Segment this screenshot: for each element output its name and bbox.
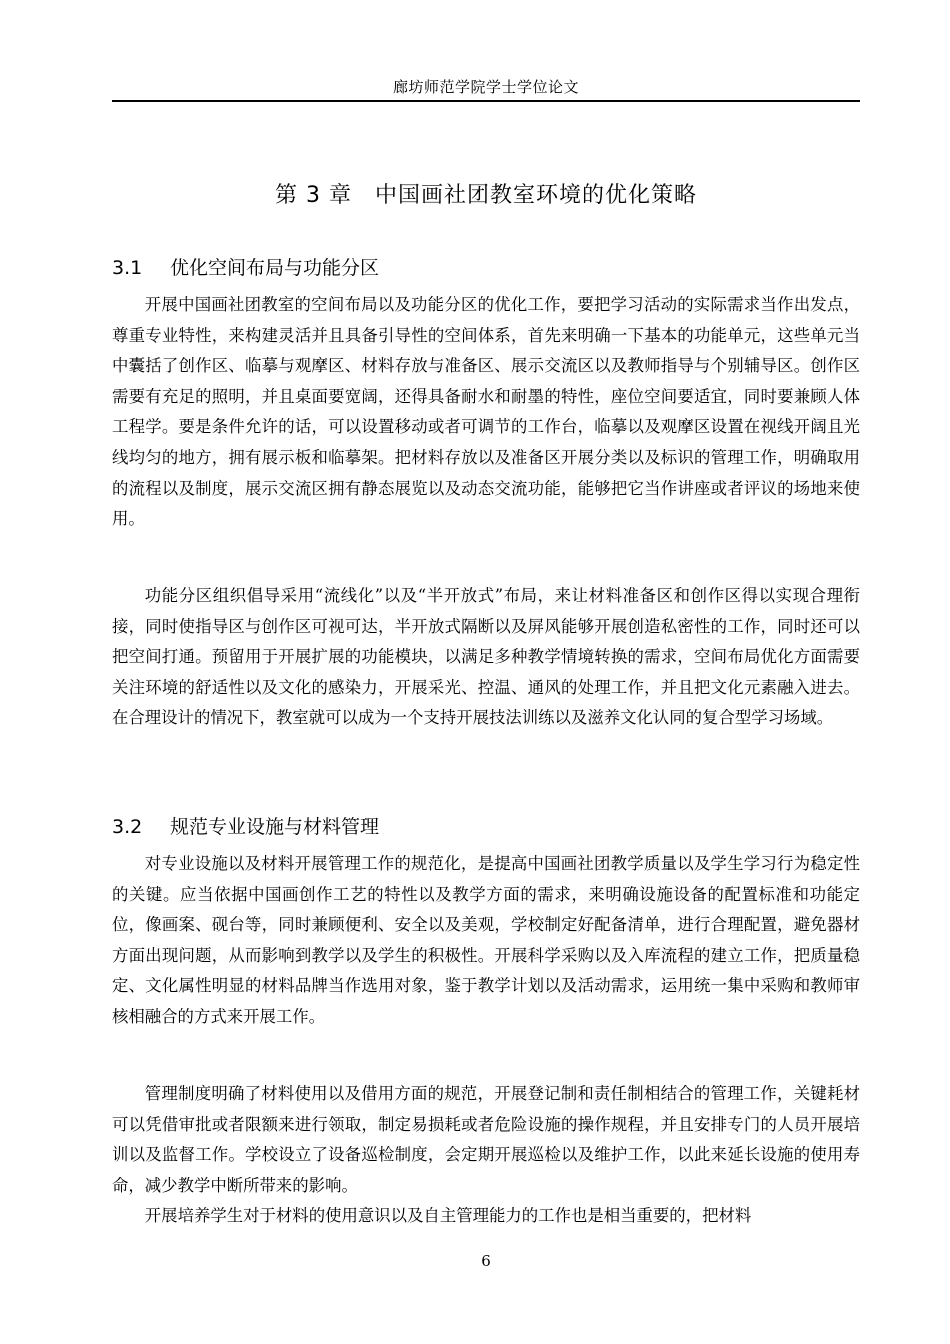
body-paragraph: 管理制度明确了材料使用以及借用方面的规范，开展登记制和责任制相结合的管理工作，关键耗材可以凭借审批或者限额来进行领取，制定易损耗或者危险设施的操作规程，并且安排专门的人员开展培训以及监督工作。学校设立了设备巡检制度，会定期开展巡检以及维护工作，以此来延长设施的使用寿命，减少教学中断所带来的影响。 [112,1084,860,1195]
body-paragraph: 开展培养学生对于材料的使用意识以及自主管理能力的工作也是相当重要的，把材料 [144,1206,752,1225]
section-heading [112,253,379,280]
section-title: 规范专业设施与材料管理 [170,816,380,838]
section-heading [112,812,379,839]
body-paragraph: 对专业设施以及材料开展管理工作的规范化，是提高中国画社团教学质量以及学生学习行为稳定性的关键。应当依据中国画创作工艺的特性以及教学方面的需求，来明确设施设备的配置标准和功能定位，像画案、砚台等，同时兼顾便利、安全以及美观，学校制定好配备清单，进行合理配置，避免器材方面出现问题，从而影响到教学以及学生的积极性。开展科学采购以及入库流程的建立工作，把质量稳定、文化属性明显的材料品牌当作选用对象，鉴于教学计划以及活动需求，运用统一集中采购和教师审核相融合的方式来开展工作。 [112,854,860,1026]
chapter-title: 第 3 章 中国画社团教室环境的优化策略 [275,183,697,208]
header-divider [112,100,860,102]
body-paragraph: 开展中国画社团教室的空间布局以及功能分区的优化工作，要把学习活动的实际需求当作出发点，尊重专业特性，来构建灵活并且具备引导性的空间体系，首先来明确一下基本的功能单元，这些单元当中囊括了创作区、临摹与观摩区、材料存放与准备区、展示交流区以及教师指导与个别辅导区。创作区需要有充足的照明，并且桌面要宽阔，还得具备耐水和耐墨的特性，座位空间要适宜，同时要兼顾人体工程学。要是条件允许的话，可以设置移动或者可调节的工作台，临摹以及观摩区设置在视线开阔且光线均匀的地方，拥有展示板和临摹架。把材料存放以及准备区开展分类以及标识的管理工作，明确取用的流程以及制度，展示交流区拥有静态展览以及动态交流功能，能够把它当作讲座或者评议的场地来使用。 [112,295,860,529]
section-title: 优化空间布局与功能分区 [170,257,380,279]
section-number: 3.1 [112,257,143,279]
running-header: 廊坊师范学院学士学位论文 [392,78,579,96]
page-number: 6 [481,1252,491,1270]
section-number: 3.2 [112,816,143,838]
body-paragraph: 功能分区组织倡导采用“流线化”以及“半开放式”布局，来让材料准备区和创作区得以实现合理衔接，同时使指导区与创作区可视可达，半开放式隔断以及屏风能够开展创造私密性的工作，同时还可以把空间打通。预留用于开展扩展的功能模块，以满足多种教学情境转换的需求，空间布局优化方面需要关注环境的舒适性以及文化的感染力，开展采光、控温、通风的处理工作，并且把文化元素融入进去。在合理设计的情况下，教室就可以成为一个支持开展技法训练以及滋养文化认同的复合型学习场域。 [112,586,860,728]
